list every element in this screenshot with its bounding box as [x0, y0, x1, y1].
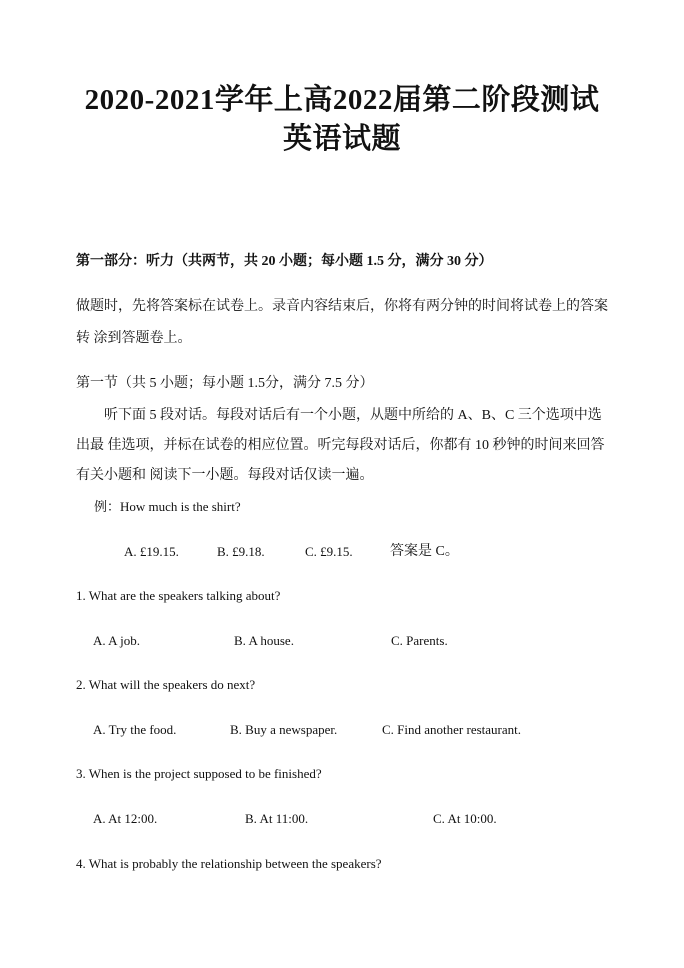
question-1: 1. What are the speakers talking about? [76, 588, 281, 603]
example-option-b: B. £9.18. [217, 544, 265, 559]
part1-instruction-line1: 做题时，先将答案标在试卷上。录音内容结束后，你将有两分钟的时间将试卷上的答案 [76, 299, 608, 314]
question-4: 4. What is probably the relationship between the speakers? [76, 856, 382, 871]
question-2-option-a: A. Try the food. [93, 722, 177, 737]
example-option-a: A. £19.15. [124, 544, 179, 559]
section1-heading: 第一节（共 5 小题；每小题 1.5分，满分 7.5 分） [76, 376, 374, 391]
exam-subtitle: 英语试题 [282, 123, 401, 155]
question-3-option-b: B. At 11:00. [245, 811, 309, 826]
section1-intro-line2: 出最 佳选项，并标在试卷的相应位置。听完每段对话后，你都有 10 秒钟的时间来回答 [76, 438, 605, 453]
question-1-option-a: A. A job. [93, 633, 140, 648]
example-option-c: C. £9.15. [305, 544, 353, 559]
part1-instruction-line2: 转 涂到答题卷上。 [76, 331, 192, 346]
question-3: 3. When is the project supposed to be finished? [76, 766, 322, 781]
question-2: 2. What will the speakers do next? [76, 677, 256, 692]
example-answer: 答案是 C。 [390, 544, 459, 559]
question-3-option-c: C. At 10:00. [433, 811, 497, 826]
question-3-option-a: A. At 12:00. [93, 811, 158, 826]
question-1-option-b: B. A house. [234, 633, 294, 648]
part1-heading: 第一部分：听力（共两节，共 20 小题；每小题 1.5 分，满分 30 分） [76, 254, 493, 269]
section1-intro-line1: 听下面 5 段对话。每段对话后有一个小题，从题中所给的 A、B、C 三个选项中选 [104, 408, 602, 423]
section1-intro-line3: 有关小题和 阅读下一小题。每段对话仅读一遍。 [76, 468, 374, 483]
question-1-option-c: C. Parents. [391, 633, 448, 648]
question-2-option-c: C. Find another restaurant. [382, 722, 521, 737]
example-question: 例：How much is the shirt? [94, 499, 241, 514]
question-2-option-b: B. Buy a newspaper. [230, 722, 338, 737]
exam-title: 2020-2021学年上高2022届第二阶段测试 [84, 84, 600, 116]
